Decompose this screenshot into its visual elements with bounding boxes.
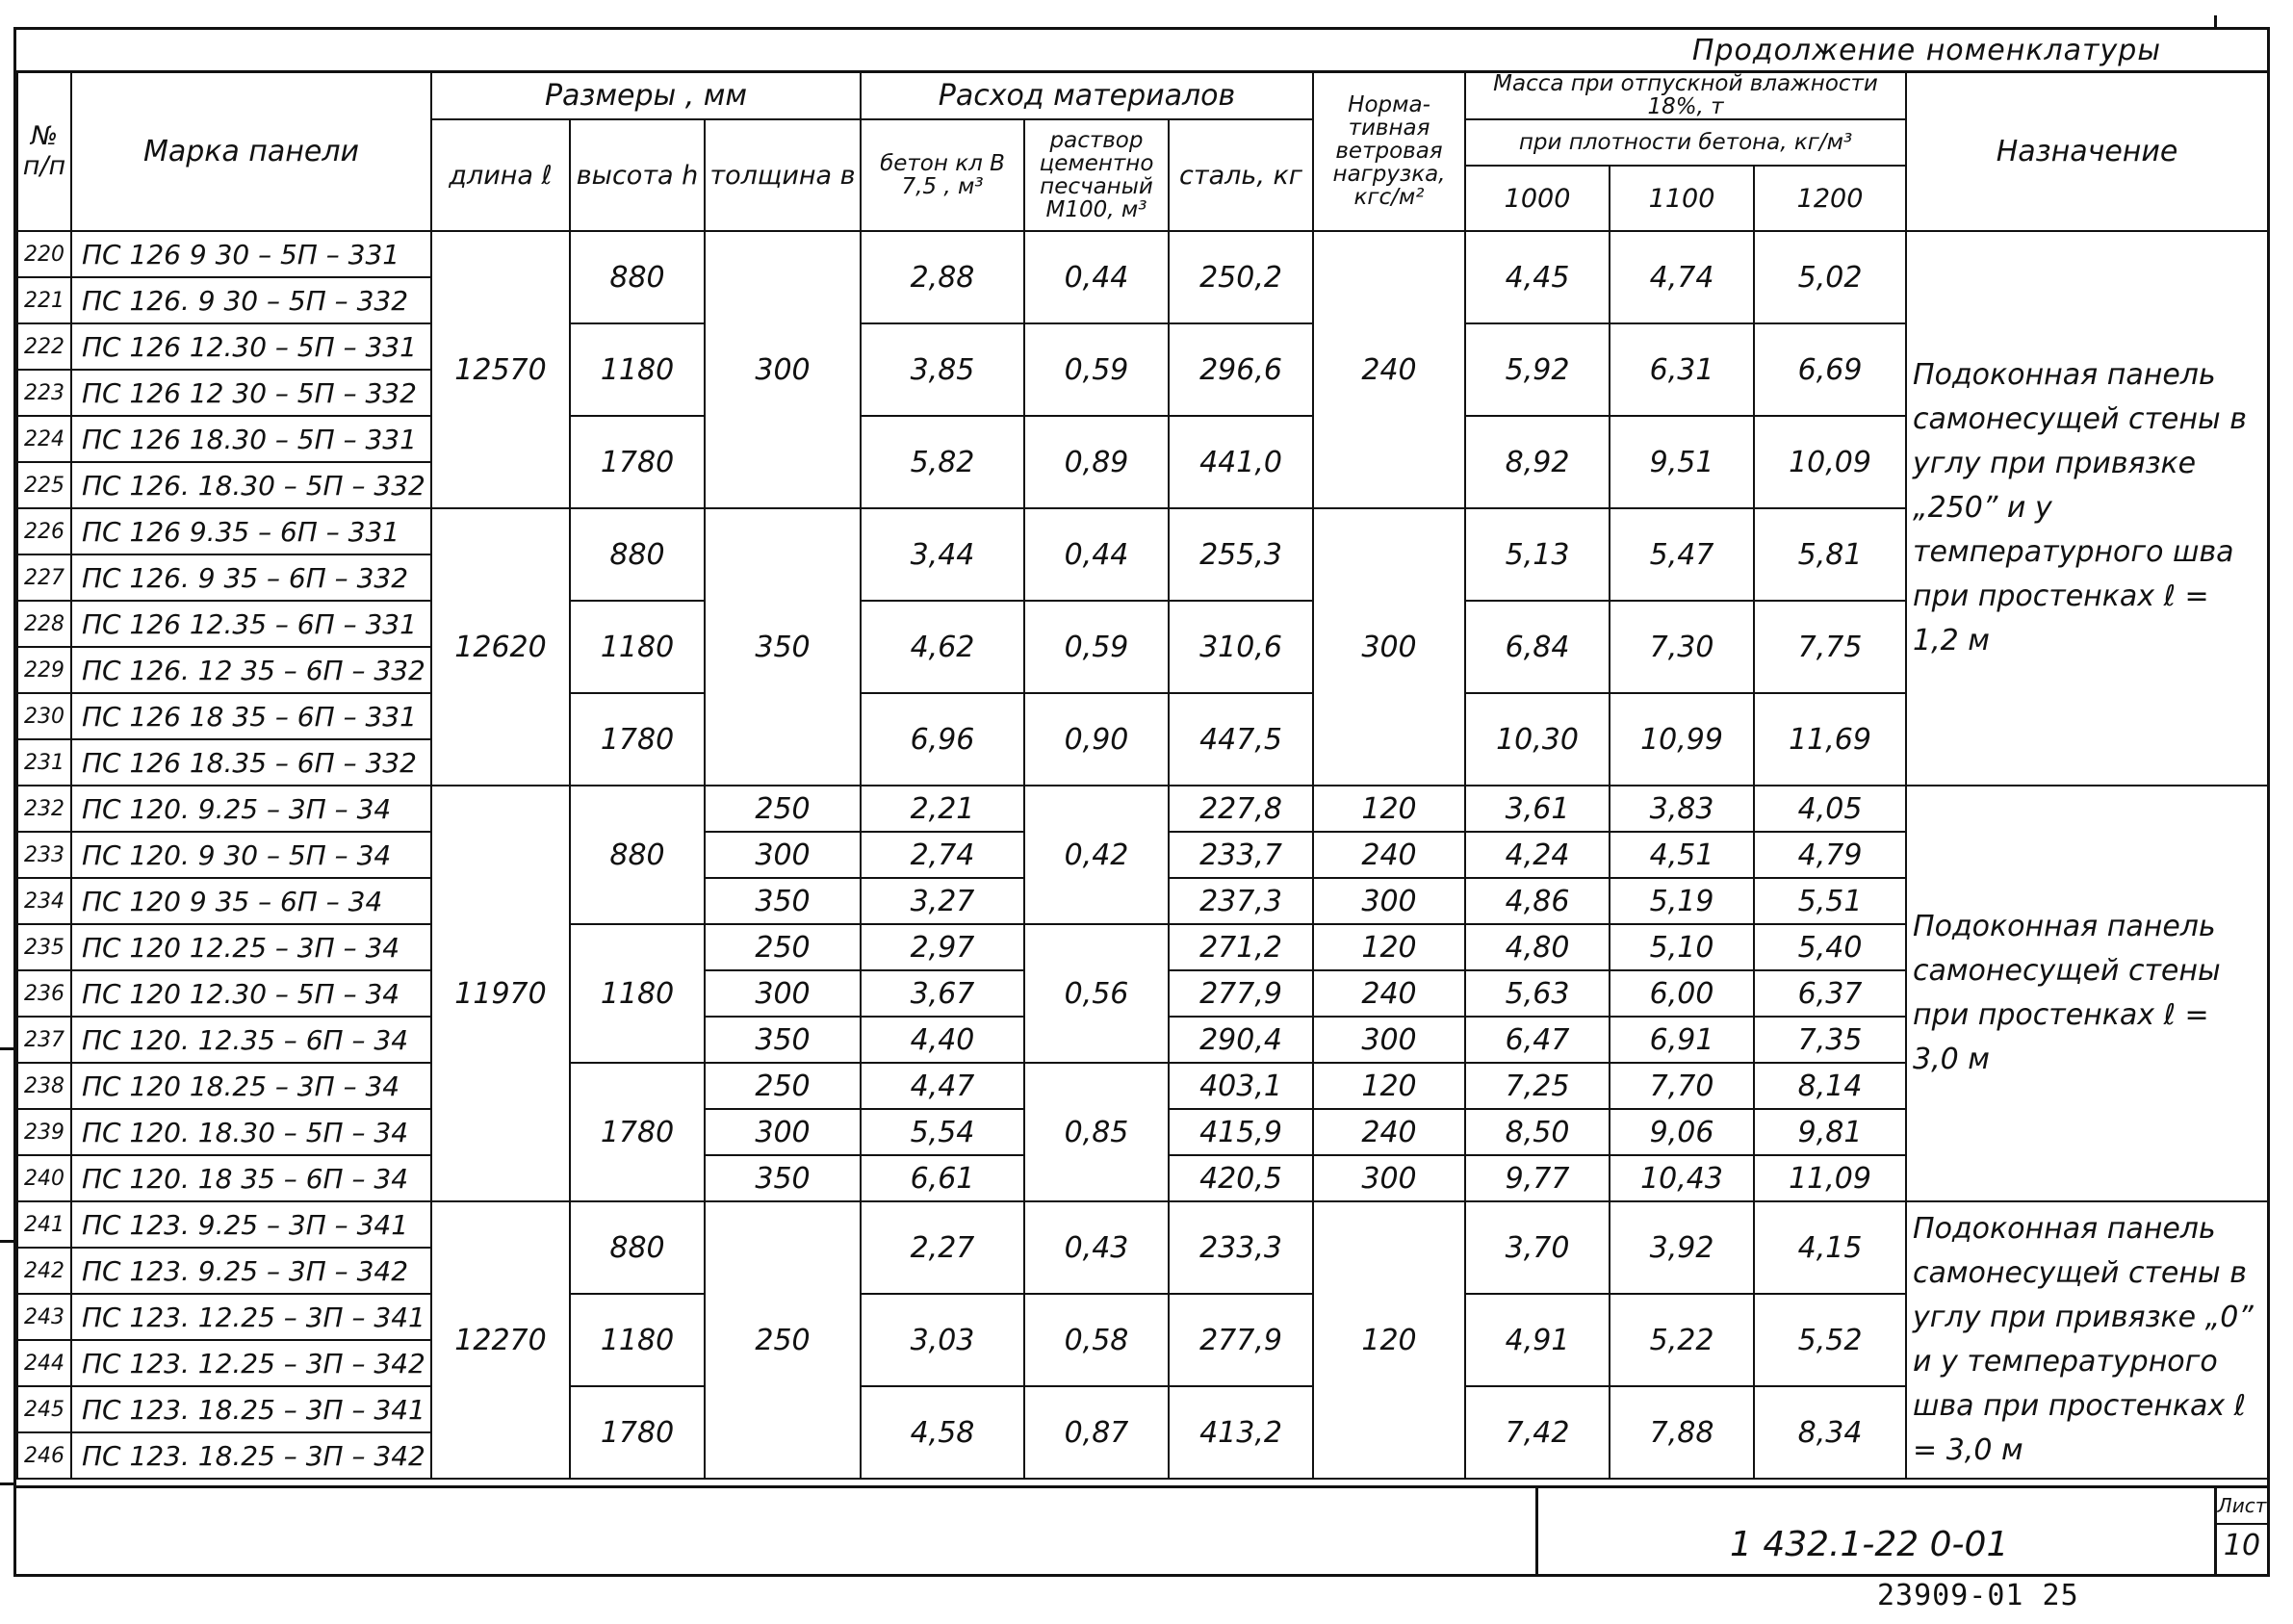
sheet-label: Лист bbox=[2217, 1488, 2267, 1525]
concrete-volume: 3,67 bbox=[861, 970, 1024, 1017]
mass-1200: 5,52 bbox=[1754, 1294, 1906, 1386]
wind-load: 240 bbox=[1313, 231, 1465, 508]
steel-mass: 447,5 bbox=[1169, 693, 1313, 786]
header-length: длина ℓ bbox=[431, 119, 570, 231]
steel-mass: 237,3 bbox=[1169, 878, 1313, 924]
header-density-1000: 1000 bbox=[1465, 166, 1610, 231]
mortar-volume: 0,90 bbox=[1024, 693, 1169, 786]
concrete-volume: 4,40 bbox=[861, 1017, 1024, 1063]
continuation-title: Продолжение номенклатуры bbox=[1691, 34, 2161, 67]
steel-mass: 255,3 bbox=[1169, 508, 1313, 601]
purpose-note: Подоконная панель самонесущей стены в углу при привязке „0” и у температурного шва при простенках ℓ = 3,0 м bbox=[1906, 1201, 2268, 1479]
steel-mass: 277,9 bbox=[1169, 970, 1313, 1017]
row-number: 226 bbox=[17, 508, 71, 554]
mass-1000: 7,42 bbox=[1465, 1386, 1610, 1479]
mass-1100: 5,47 bbox=[1610, 508, 1754, 601]
steel-mass: 441,0 bbox=[1169, 416, 1313, 508]
row-number: 246 bbox=[17, 1432, 71, 1479]
mass-1100: 10,43 bbox=[1610, 1155, 1754, 1201]
panel-mark: ПС 126. 9 30 – 5П – 332 bbox=[71, 277, 431, 323]
concrete-volume: 3,44 bbox=[861, 508, 1024, 601]
mass-1000: 4,91 bbox=[1465, 1294, 1610, 1386]
mass-1200: 4,05 bbox=[1754, 786, 1906, 832]
mass-1100: 4,74 bbox=[1610, 231, 1754, 323]
concrete-volume: 5,82 bbox=[861, 416, 1024, 508]
mass-1100: 9,06 bbox=[1610, 1109, 1754, 1155]
panel-length: 11970 bbox=[431, 786, 570, 1201]
panel-thickness: 250 bbox=[705, 924, 861, 970]
mass-1200: 5,02 bbox=[1754, 231, 1906, 323]
row-number: 243 bbox=[17, 1294, 71, 1340]
panel-height: 1180 bbox=[570, 1294, 705, 1386]
panel-mark: ПС 126 9 30 – 5П – 331 bbox=[71, 231, 431, 277]
drawing-sheet bbox=[13, 27, 2270, 1577]
panel-mark: ПС 120 12.25 – 3П – 34 bbox=[71, 924, 431, 970]
header-mark: Марка панели bbox=[71, 71, 431, 231]
mass-1200: 8,14 bbox=[1754, 1063, 1906, 1109]
document-code: 1 432.1-22 0-01 bbox=[1730, 1525, 2009, 1564]
mortar-volume: 0,59 bbox=[1024, 601, 1169, 693]
wind-load: 300 bbox=[1313, 1155, 1465, 1201]
panel-thickness: 300 bbox=[705, 231, 861, 508]
panel-mark: ПС 120 12.30 – 5П – 34 bbox=[71, 970, 431, 1017]
mass-1000: 5,63 bbox=[1465, 970, 1610, 1017]
panel-mark: ПС 123. 18.25 – 3П – 342 bbox=[71, 1432, 431, 1479]
row-number: 235 bbox=[17, 924, 71, 970]
wind-load: 240 bbox=[1313, 832, 1465, 878]
panel-mark: ПС 126 12 30 – 5П – 332 bbox=[71, 370, 431, 416]
header-steel: сталь, кг bbox=[1169, 119, 1313, 231]
panel-mark: ПС 126 12.30 – 5П – 331 bbox=[71, 323, 431, 370]
wind-load: 300 bbox=[1313, 1017, 1465, 1063]
mass-1100: 6,00 bbox=[1610, 970, 1754, 1017]
steel-mass: 296,6 bbox=[1169, 323, 1313, 416]
panel-thickness: 300 bbox=[705, 970, 861, 1017]
table-header bbox=[17, 71, 2268, 231]
row-number: 227 bbox=[17, 554, 71, 601]
mass-1200: 10,09 bbox=[1754, 416, 1906, 508]
row-number: 222 bbox=[17, 323, 71, 370]
mortar-volume: 0,44 bbox=[1024, 508, 1169, 601]
mortar-volume: 0,44 bbox=[1024, 231, 1169, 323]
wind-load: 300 bbox=[1313, 508, 1465, 786]
mass-1100: 7,30 bbox=[1610, 601, 1754, 693]
mass-1000: 8,50 bbox=[1465, 1109, 1610, 1155]
wind-load: 240 bbox=[1313, 1109, 1465, 1155]
header-no: № п/п bbox=[17, 71, 71, 231]
mass-1200: 6,69 bbox=[1754, 323, 1906, 416]
mass-1200: 4,79 bbox=[1754, 832, 1906, 878]
steel-mass: 277,9 bbox=[1169, 1294, 1313, 1386]
table-row bbox=[17, 231, 2268, 277]
panel-height: 880 bbox=[570, 231, 705, 323]
mass-1100: 3,83 bbox=[1610, 786, 1754, 832]
panel-height: 880 bbox=[570, 786, 705, 924]
row-number: 231 bbox=[17, 739, 71, 786]
mass-1000: 3,61 bbox=[1465, 786, 1610, 832]
row-number: 228 bbox=[17, 601, 71, 647]
panel-height: 1180 bbox=[570, 323, 705, 416]
row-number: 225 bbox=[17, 462, 71, 508]
row-number: 230 bbox=[17, 693, 71, 739]
panel-mark: ПС 123. 12.25 – 3П – 342 bbox=[71, 1340, 431, 1386]
steel-mass: 227,8 bbox=[1169, 786, 1313, 832]
mass-1000: 10,30 bbox=[1465, 693, 1610, 786]
panel-mark: ПС 126 18.35 – 6П – 332 bbox=[71, 739, 431, 786]
row-number: 244 bbox=[17, 1340, 71, 1386]
panel-length: 12620 bbox=[431, 508, 570, 786]
mass-1000: 5,92 bbox=[1465, 323, 1610, 416]
row-number: 237 bbox=[17, 1017, 71, 1063]
panel-mark: ПС 126 18 35 – 6П – 331 bbox=[71, 693, 431, 739]
panel-mark: ПС 126. 18.30 – 5П – 332 bbox=[71, 462, 431, 508]
steel-mass: 271,2 bbox=[1169, 924, 1313, 970]
sheet-box bbox=[2214, 1488, 2267, 1574]
row-number: 238 bbox=[17, 1063, 71, 1109]
row-number: 234 bbox=[17, 878, 71, 924]
mass-1000: 4,45 bbox=[1465, 231, 1610, 323]
archive-stamp: 23909-01 25 bbox=[1877, 1579, 2079, 1612]
mortar-volume: 0,87 bbox=[1024, 1386, 1169, 1479]
concrete-volume: 5,54 bbox=[861, 1109, 1024, 1155]
mass-1200: 8,34 bbox=[1754, 1386, 1906, 1479]
concrete-volume: 6,96 bbox=[861, 693, 1024, 786]
mass-1200: 6,37 bbox=[1754, 970, 1906, 1017]
mortar-volume: 0,42 bbox=[1024, 786, 1169, 924]
row-number: 229 bbox=[17, 647, 71, 693]
mass-1200: 4,15 bbox=[1754, 1201, 1906, 1294]
mass-1200: 11,09 bbox=[1754, 1155, 1906, 1201]
panel-mark: ПС 126 18.30 – 5П – 331 bbox=[71, 416, 431, 462]
mass-1000: 3,70 bbox=[1465, 1201, 1610, 1294]
steel-mass: 413,2 bbox=[1169, 1386, 1313, 1479]
panel-mark: ПС 120. 12.35 – 6П – 34 bbox=[71, 1017, 431, 1063]
mass-1200: 7,35 bbox=[1754, 1017, 1906, 1063]
concrete-volume: 3,85 bbox=[861, 323, 1024, 416]
concrete-volume: 4,58 bbox=[861, 1386, 1024, 1479]
wind-load: 120 bbox=[1313, 1063, 1465, 1109]
mass-1100: 7,88 bbox=[1610, 1386, 1754, 1479]
mortar-volume: 0,59 bbox=[1024, 323, 1169, 416]
panel-height: 880 bbox=[570, 1201, 705, 1294]
header-dims: Размеры , мм bbox=[431, 71, 861, 119]
mass-1100: 3,92 bbox=[1610, 1201, 1754, 1294]
mortar-volume: 0,43 bbox=[1024, 1201, 1169, 1294]
steel-mass: 420,5 bbox=[1169, 1155, 1313, 1201]
row-number: 233 bbox=[17, 832, 71, 878]
row-number: 223 bbox=[17, 370, 71, 416]
header-wind: Норма-тивная ветровая нагрузка, кгс/м² bbox=[1313, 71, 1465, 231]
wind-load: 120 bbox=[1313, 786, 1465, 832]
concrete-volume: 6,61 bbox=[861, 1155, 1024, 1201]
steel-mass: 250,2 bbox=[1169, 231, 1313, 323]
panel-thickness: 250 bbox=[705, 1201, 861, 1479]
mass-1100: 5,19 bbox=[1610, 878, 1754, 924]
header-materials: Расход материалов bbox=[861, 71, 1313, 119]
table-row bbox=[17, 786, 2268, 832]
wind-load: 240 bbox=[1313, 970, 1465, 1017]
mass-1200: 9,81 bbox=[1754, 1109, 1906, 1155]
row-number: 236 bbox=[17, 970, 71, 1017]
mortar-volume: 0,58 bbox=[1024, 1294, 1169, 1386]
panel-length: 12570 bbox=[431, 231, 570, 508]
mortar-volume: 0,85 bbox=[1024, 1063, 1169, 1201]
mass-1100: 5,22 bbox=[1610, 1294, 1754, 1386]
table-body bbox=[17, 231, 2268, 1479]
steel-mass: 233,3 bbox=[1169, 1201, 1313, 1294]
steel-mass: 415,9 bbox=[1169, 1109, 1313, 1155]
mass-1000: 6,84 bbox=[1465, 601, 1610, 693]
panel-mark: ПС 120. 18.30 – 5П – 34 bbox=[71, 1109, 431, 1155]
header-density-1200: 1200 bbox=[1754, 166, 1906, 231]
row-number: 245 bbox=[17, 1386, 71, 1432]
mortar-volume: 0,89 bbox=[1024, 416, 1169, 508]
steel-mass: 233,7 bbox=[1169, 832, 1313, 878]
panel-height: 1180 bbox=[570, 601, 705, 693]
concrete-volume: 2,88 bbox=[861, 231, 1024, 323]
panel-thickness: 300 bbox=[705, 1109, 861, 1155]
purpose-note: Подоконная панель самонесущей стены при простенках ℓ = 3,0 м bbox=[1906, 786, 2268, 1201]
panel-mark: ПС 120. 18 35 – 6П – 34 bbox=[71, 1155, 431, 1201]
mass-1200: 7,75 bbox=[1754, 601, 1906, 693]
header-concrete: бетон кл В 7,5 , м³ bbox=[861, 119, 1024, 231]
mass-1200: 11,69 bbox=[1754, 693, 1906, 786]
margin-tick bbox=[0, 1240, 13, 1243]
concrete-volume: 3,03 bbox=[861, 1294, 1024, 1386]
panel-thickness: 350 bbox=[705, 1017, 861, 1063]
mortar-volume: 0,56 bbox=[1024, 924, 1169, 1063]
panel-length: 12270 bbox=[431, 1201, 570, 1479]
margin-tick bbox=[0, 1482, 13, 1485]
concrete-volume: 4,62 bbox=[861, 601, 1024, 693]
margin-tick bbox=[2214, 15, 2217, 29]
panel-height: 1780 bbox=[570, 1386, 705, 1479]
panel-mark: ПС 126. 12 35 – 6П – 332 bbox=[71, 647, 431, 693]
panel-height: 1780 bbox=[570, 416, 705, 508]
panel-mark: ПС 123. 9.25 – 3П – 341 bbox=[71, 1201, 431, 1248]
mass-1000: 4,80 bbox=[1465, 924, 1610, 970]
mass-1200: 5,40 bbox=[1754, 924, 1906, 970]
mass-1000: 8,92 bbox=[1465, 416, 1610, 508]
continuation-bar bbox=[16, 30, 2267, 73]
concrete-volume: 2,27 bbox=[861, 1201, 1024, 1294]
panel-height: 880 bbox=[570, 508, 705, 601]
concrete-volume: 3,27 bbox=[861, 878, 1024, 924]
row-number: 220 bbox=[17, 231, 71, 277]
title-block-divider bbox=[1535, 1488, 1538, 1574]
steel-mass: 403,1 bbox=[1169, 1063, 1313, 1109]
concrete-volume: 4,47 bbox=[861, 1063, 1024, 1109]
panel-mark: ПС 120 9 35 – 6П – 34 bbox=[71, 878, 431, 924]
row-number: 224 bbox=[17, 416, 71, 462]
mass-1000: 4,24 bbox=[1465, 832, 1610, 878]
panel-height: 1780 bbox=[570, 693, 705, 786]
mass-1000: 9,77 bbox=[1465, 1155, 1610, 1201]
panel-mark: ПС 120. 9.25 – 3П – 34 bbox=[71, 786, 431, 832]
header-mass: Масса при отпускной влажности 18%, т bbox=[1465, 71, 1906, 119]
panel-thickness: 300 bbox=[705, 832, 861, 878]
header-density: при плотности бетона, кг/м³ bbox=[1465, 119, 1906, 166]
purpose-note: Подоконная панель самонесущей стены в углу при привязке „250” и у температурного шва при простенках ℓ = 1,2 м bbox=[1906, 231, 2268, 786]
panel-thickness: 250 bbox=[705, 786, 861, 832]
mass-1000: 5,13 bbox=[1465, 508, 1610, 601]
panel-mark: ПС 126 9.35 – 6П – 331 bbox=[71, 508, 431, 554]
wind-load: 120 bbox=[1313, 924, 1465, 970]
panel-mark: ПС 123. 18.25 – 3П – 341 bbox=[71, 1386, 431, 1432]
concrete-volume: 2,21 bbox=[861, 786, 1024, 832]
mass-1100: 5,10 bbox=[1610, 924, 1754, 970]
mass-1000: 4,86 bbox=[1465, 878, 1610, 924]
sheet-number: 10 bbox=[2223, 1529, 2261, 1562]
mass-1200: 5,51 bbox=[1754, 878, 1906, 924]
header-density-1100: 1100 bbox=[1610, 166, 1754, 231]
mass-1100: 6,31 bbox=[1610, 323, 1754, 416]
panel-mark: ПС 123. 12.25 – 3П – 341 bbox=[71, 1294, 431, 1340]
row-number: 242 bbox=[17, 1248, 71, 1294]
steel-mass: 290,4 bbox=[1169, 1017, 1313, 1063]
header-mortar: раствор цементно песчаный М100, м³ bbox=[1024, 119, 1169, 231]
concrete-volume: 2,74 bbox=[861, 832, 1024, 878]
row-number: 241 bbox=[17, 1201, 71, 1248]
mass-1000: 6,47 bbox=[1465, 1017, 1610, 1063]
panel-mark: ПС 120 18.25 – 3П – 34 bbox=[71, 1063, 431, 1109]
mass-1100: 4,51 bbox=[1610, 832, 1754, 878]
panel-height: 1180 bbox=[570, 924, 705, 1063]
panel-mark: ПС 126. 9 35 – 6П – 332 bbox=[71, 554, 431, 601]
mass-1100: 7,70 bbox=[1610, 1063, 1754, 1109]
panel-thickness: 350 bbox=[705, 508, 861, 786]
panel-mark: ПС 123. 9.25 – 3П – 342 bbox=[71, 1248, 431, 1294]
row-number: 232 bbox=[17, 786, 71, 832]
title-block bbox=[16, 1485, 2267, 1574]
mass-1100: 9,51 bbox=[1610, 416, 1754, 508]
concrete-volume: 2,97 bbox=[861, 924, 1024, 970]
row-number: 240 bbox=[17, 1155, 71, 1201]
table-row bbox=[17, 1201, 2268, 1248]
mass-1200: 5,81 bbox=[1754, 508, 1906, 601]
panel-thickness: 350 bbox=[705, 878, 861, 924]
header-purpose: Назначение bbox=[1906, 71, 2268, 231]
nomenclature-table bbox=[16, 70, 2269, 1480]
header-height: высота h bbox=[570, 119, 705, 231]
steel-mass: 310,6 bbox=[1169, 601, 1313, 693]
mass-1000: 7,25 bbox=[1465, 1063, 1610, 1109]
header-thickness: толщина в bbox=[705, 119, 861, 231]
panel-thickness: 250 bbox=[705, 1063, 861, 1109]
wind-load: 300 bbox=[1313, 878, 1465, 924]
mass-1100: 10,99 bbox=[1610, 693, 1754, 786]
row-number: 239 bbox=[17, 1109, 71, 1155]
mass-1100: 6,91 bbox=[1610, 1017, 1754, 1063]
panel-thickness: 350 bbox=[705, 1155, 861, 1201]
wind-load: 120 bbox=[1313, 1201, 1465, 1479]
panel-mark: ПС 126 12.35 – 6П – 331 bbox=[71, 601, 431, 647]
margin-tick bbox=[0, 1047, 13, 1050]
row-number: 221 bbox=[17, 277, 71, 323]
panel-mark: ПС 120. 9 30 – 5П – 34 bbox=[71, 832, 431, 878]
panel-height: 1780 bbox=[570, 1063, 705, 1201]
